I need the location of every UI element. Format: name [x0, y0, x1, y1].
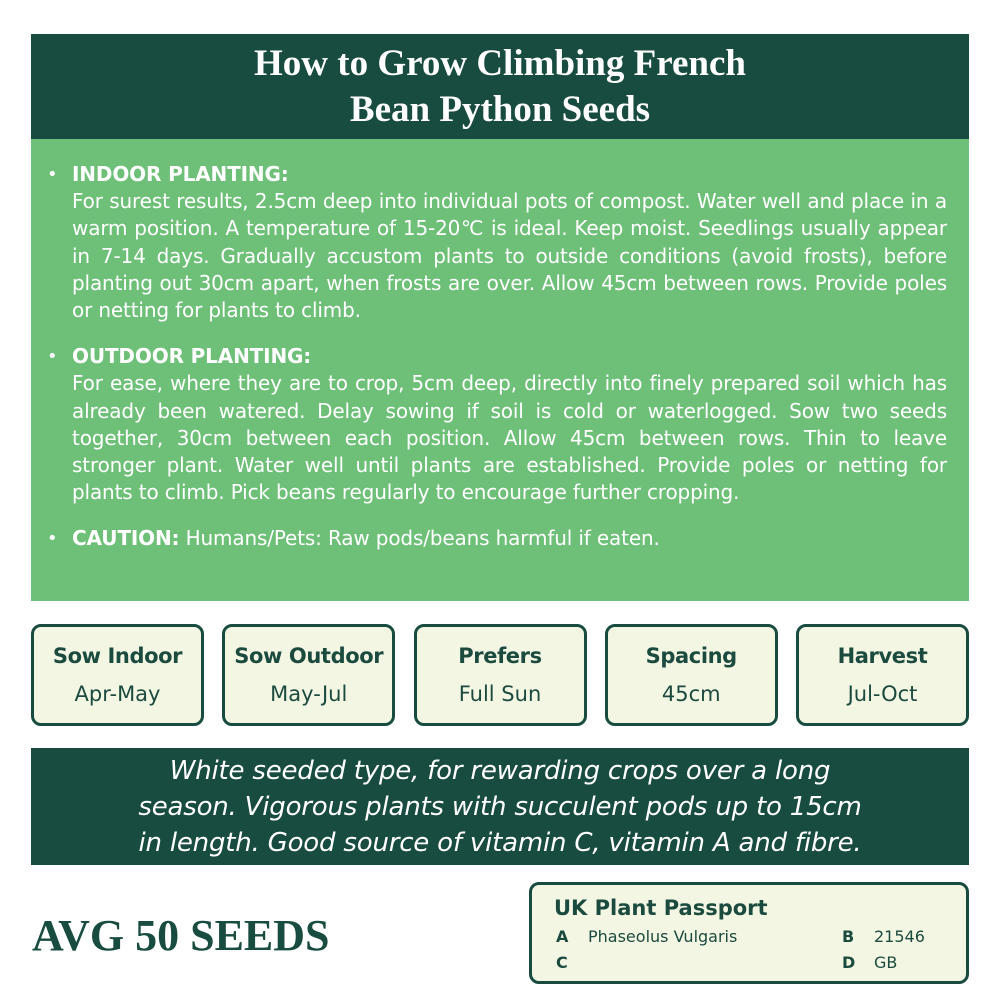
title-line-1: How to Grow Climbing French	[254, 42, 746, 84]
passport-title: UK Plant Passport	[554, 896, 768, 920]
page-title	[31, 34, 969, 139]
stat-label: Sow Indoor	[52, 644, 183, 668]
passport-value-d: GB	[874, 953, 898, 972]
outdoor-planting-text: For ease, where they are to crop, 5cm deep, directly into finely prepared soil which has already been watered. Delay sowing if soil is cold or waterlogged. Sow two seeds together, 30cm between each position. Allow 45cm between rows. Thin to leave stronger plant. Water well until plants are established. Provide poles or netting for plants to climb. Pick beans regularly to encourage further cropping.	[72, 371, 947, 505]
description-line-2: season. Vigorous plants with succulent pods up to 15cm	[138, 791, 862, 822]
planting-instructions	[31, 139, 969, 601]
passport-key-a: A	[556, 927, 569, 946]
stat-harvest	[796, 624, 969, 726]
stat-value: May-Jul	[270, 682, 348, 706]
passport-value-a: Phaseolus Vulgaris	[588, 927, 738, 946]
variety-description	[31, 748, 969, 865]
outdoor-planting-heading: OUTDOOR PLANTING:	[72, 344, 312, 369]
stat-value: Jul-Oct	[847, 682, 918, 706]
indoor-planting-item	[47, 161, 947, 324]
passport-key-c: C	[556, 953, 568, 972]
stat-value: 45cm	[661, 682, 721, 706]
seed-count: AVG 50 SEEDS	[32, 911, 330, 960]
stat-label: Harvest	[837, 644, 928, 668]
stat-sow-outdoor	[222, 624, 395, 726]
passport-key-d: D	[842, 953, 856, 972]
stat-sow-indoor	[31, 624, 204, 726]
stat-label: Spacing	[645, 644, 737, 668]
caution-text: Humans/Pets: Raw pods/beans harmful if eaten.	[185, 526, 660, 551]
caution-item	[47, 525, 947, 552]
stat-spacing	[605, 624, 778, 726]
bullet-icon: •	[47, 346, 58, 368]
stat-label: Prefers	[458, 644, 542, 668]
indoor-planting-heading: INDOOR PLANTING:	[72, 162, 289, 186]
description-line-3: in length. Good source of vitamin C, vitamin A and fibre.	[138, 827, 862, 858]
growing-stats	[31, 624, 969, 726]
outdoor-planting-item	[47, 343, 947, 506]
stat-value: Apr-May	[74, 682, 161, 706]
stat-value: Full Sun	[458, 682, 542, 706]
uk-plant-passport	[529, 882, 969, 984]
bullet-icon: •	[47, 528, 58, 550]
description-line-1: White seeded type, for rewarding crops over a long	[169, 755, 831, 786]
indoor-planting-text: For surest results, 2.5cm deep into individual pots of compost. Water well and place in a warm position. A temperature of 15-20℃ is ideal. Keep moist. Seedlings usually appear in 7-14 days. Gradually accustom plants to outside conditions (avoid frosts), before planting out 30cm apart, when frosts are over. Allow 45cm between rows. Provide poles or netting for plants to climb.	[72, 189, 947, 323]
passport-fields	[554, 923, 966, 983]
caution-label: CAUTION:	[72, 526, 180, 551]
title-line-2: Bean Python Seeds	[349, 88, 651, 130]
bullet-icon: •	[47, 164, 58, 185]
passport-value-b: 21546	[874, 927, 925, 946]
passport-key-b: B	[842, 927, 855, 946]
stat-label: Sow Outdoor	[234, 644, 384, 668]
stat-prefers	[414, 624, 587, 726]
